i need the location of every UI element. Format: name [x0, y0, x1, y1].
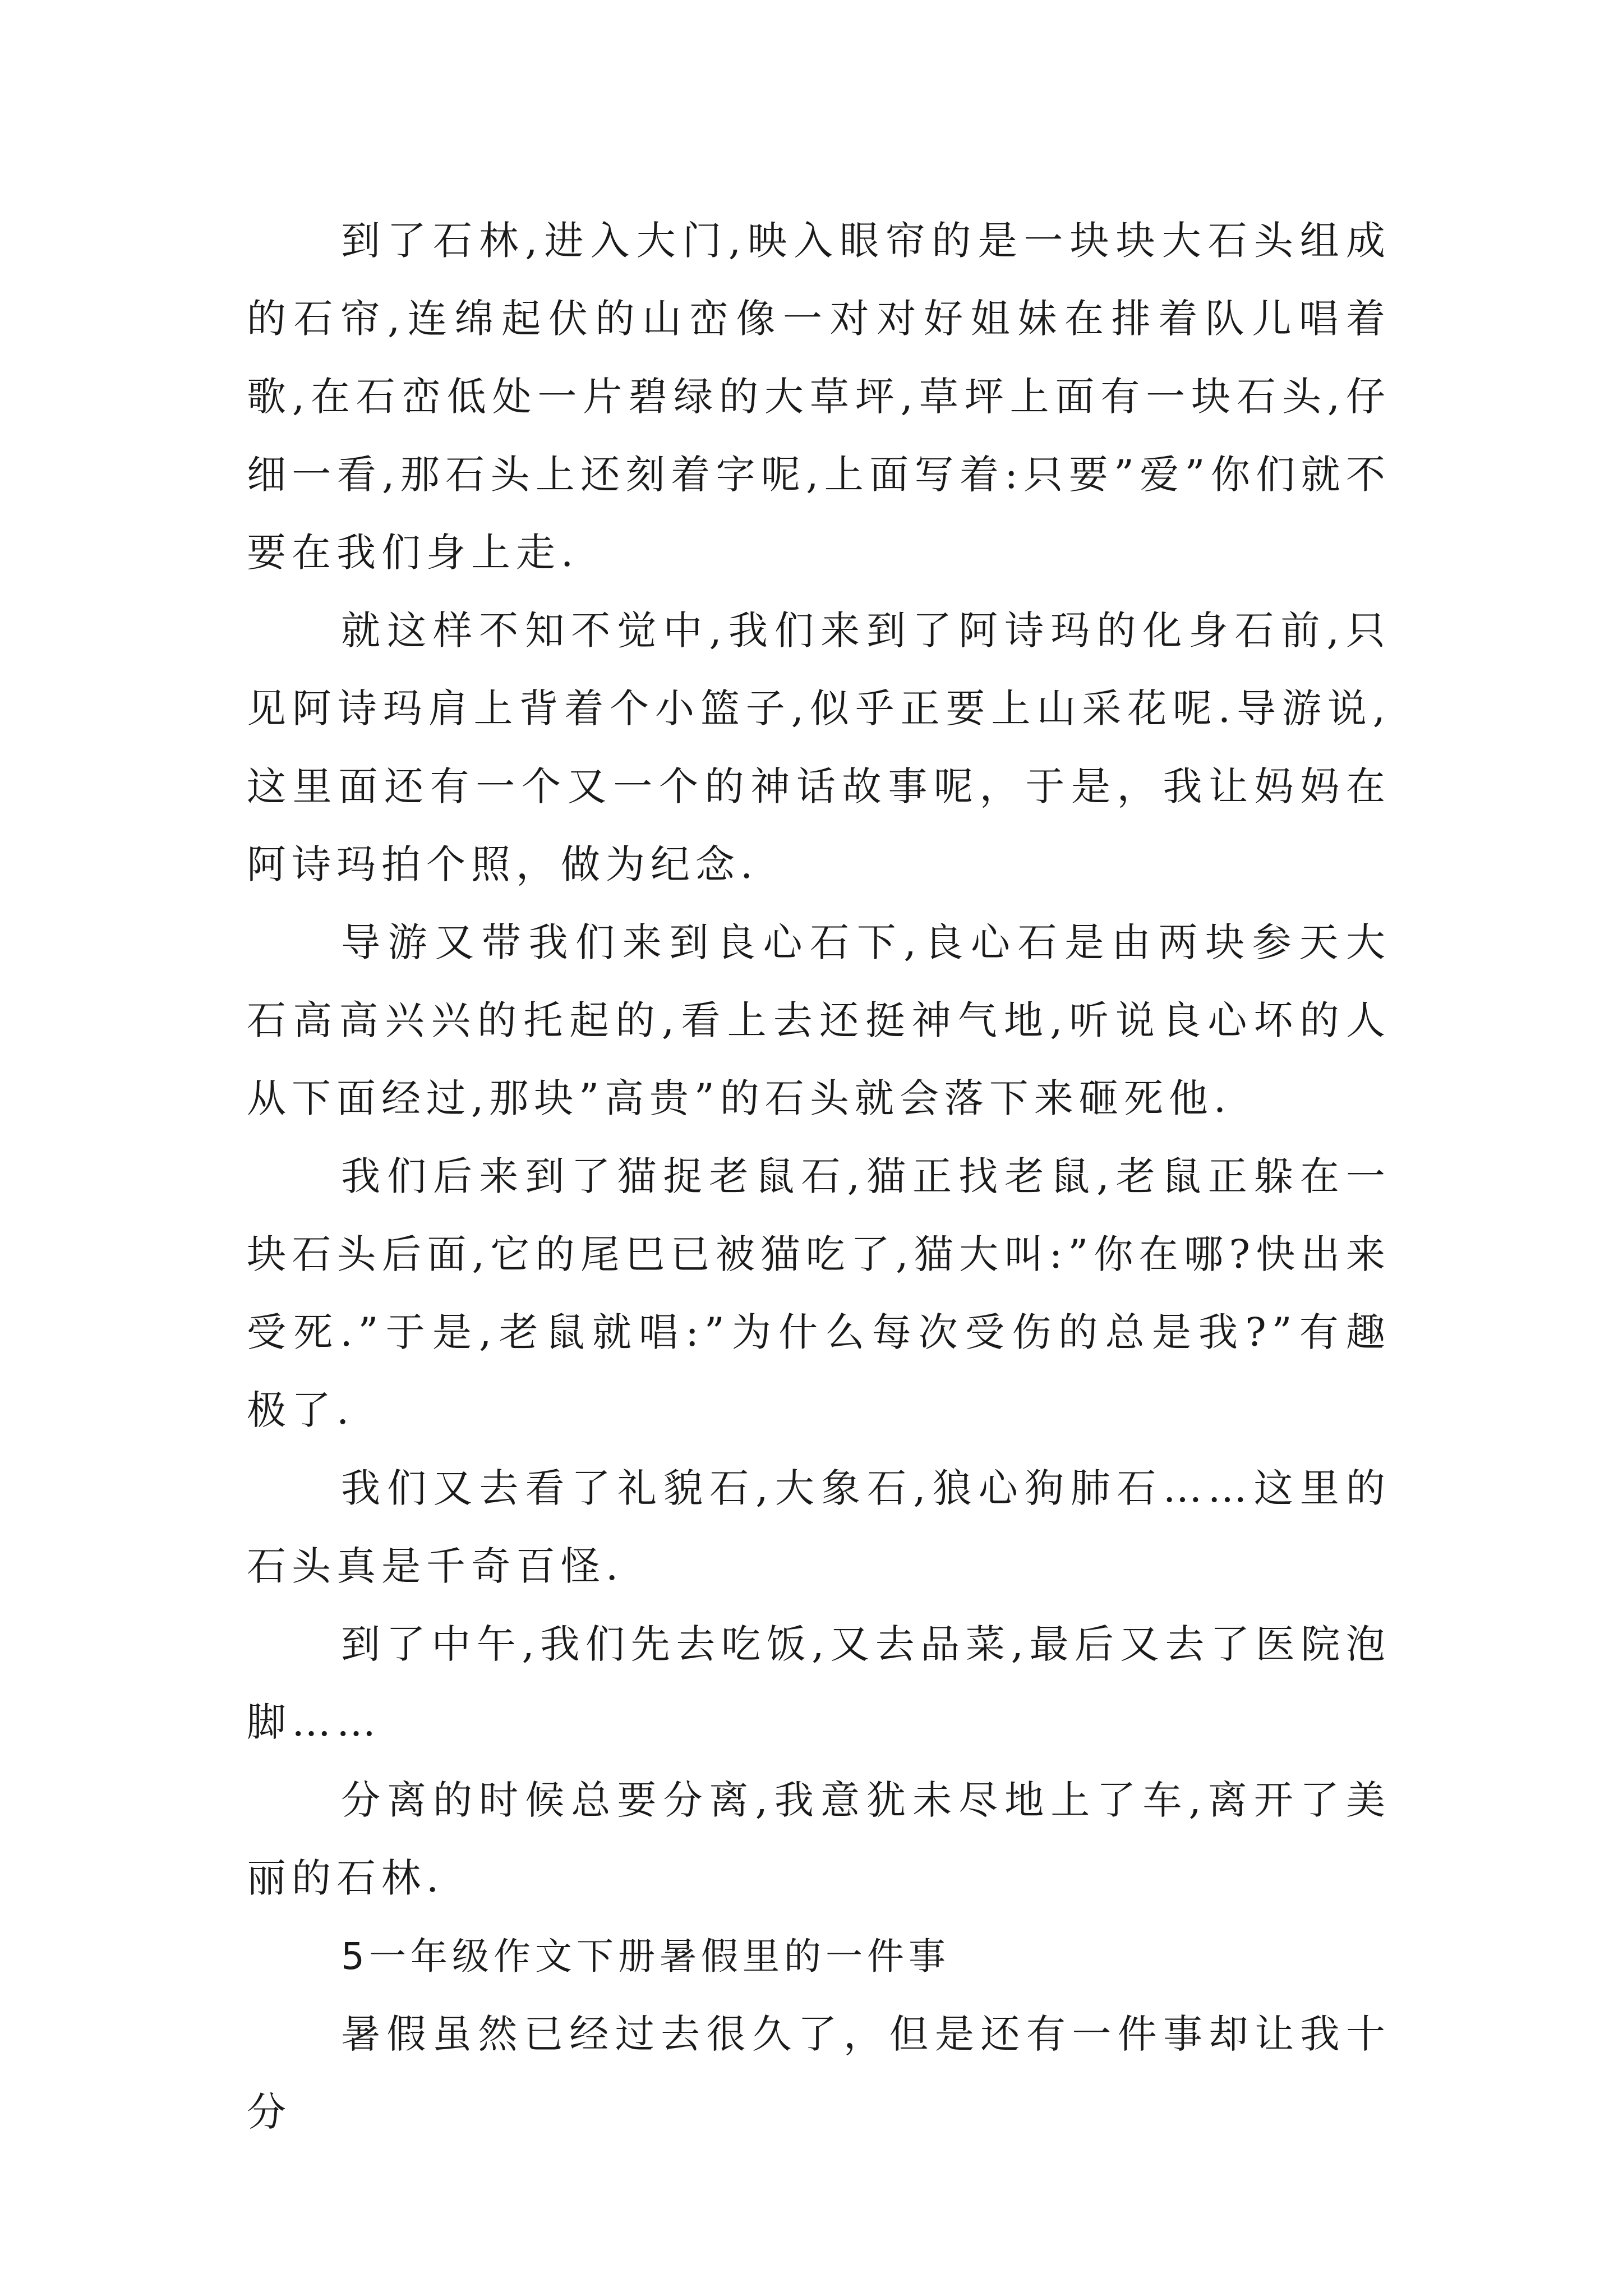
section-heading: 5一年级作文下册暑假里的一件事	[341, 1935, 950, 1978]
paragraph-8: 暑假虽然已经过去很久了，但是还有一件事却让我十分	[247, 2011, 1391, 2135]
document-page	[247, 202, 1391, 2151]
paragraph-6: 到了中午,我们先去吃饭,又去品菜,最后又去了医院泡脚……	[247, 1621, 1391, 1745]
paragraph-5: 我们又去看了礼貌石,大象石,狼心狗肺石……这里的石头真是千奇百怪.	[247, 1465, 1391, 1589]
paragraph-1: 到了石林,进入大门,映入眼帘的是一块块大石头组成的石帘,连绵起伏的山峦像一对对好姐妹在排着队儿唱着歌,在石峦低处一片碧绿的大草坪,草坪上面有一块石头,仔细一看,那石头上还刻着字呢,上面写着:只要”爱”你们就不要在我们身上走.	[247, 218, 1391, 576]
paragraph-3: 导游又带我们来到良心石下,良心石是由两块参天大石高高兴兴的托起的,看上去还挺神气地,听说良心坏的人从下面经过,那块”高贵”的石头就会落下来砸死他.	[247, 919, 1391, 1121]
paragraph-7: 分离的时候总要分离,我意犹未尽地上了车,离开了美丽的石林.	[247, 1777, 1391, 1901]
paragraph-2: 就这样不知不觉中,我们来到了阿诗玛的化身石前,只见阿诗玛肩上背着个小篮子,似乎正要上山采花呢.导游说,这里面还有一个又一个的神话故事呢，于是，我让妈妈在阿诗玛拍个照，做为纪念.	[247, 608, 1391, 887]
paragraph-4: 我们后来到了猫捉老鼠石,猫正找老鼠,老鼠正躲在一块石头后面,它的尾巴已被猫吃了,猫大叫:”你在哪?快出来受死.”于是,老鼠就唱:”为什么每次受伤的总是我?”有趣极了.	[247, 1153, 1391, 1433]
